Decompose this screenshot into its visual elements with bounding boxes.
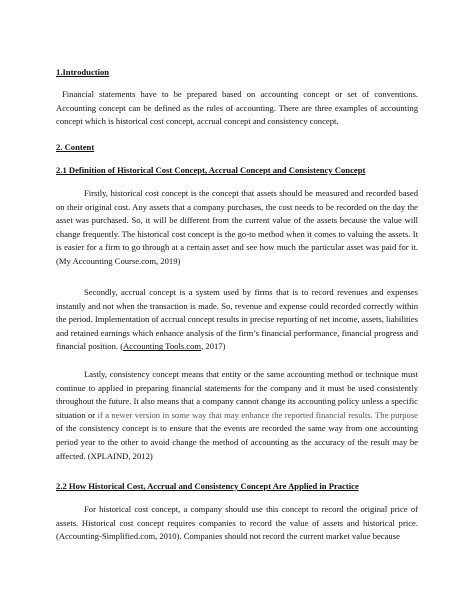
intro-paragraph: Financial statements have to be prepared based on accounting concept or set of conventions. Accounting concept can be defined as the rules of accounting. There are three examples of accounting concept which is historical cost concept, accrual concept and consistency concept. xyxy=(56,89,418,127)
consistency-text-faint: if a newer version in some way that may enhance the reported financial results. The purpose xyxy=(97,409,419,420)
heading-section-2-1: 2.1 Definition of Historical Cost Concept, Accrual Concept and Consistency Concept xyxy=(56,165,366,175)
paragraph-accrual-concept xyxy=(56,286,418,354)
heading-section-2-2: 2.2 How Historical Cost, Accrual and Consistency Concept Are Applied in Practice xyxy=(56,481,359,491)
paragraph-historical-cost: Firstly, historical cost concept is the concept that assets should be measured and recorded based on their original cost. Any assets that a company purchases, the cost needs to be recorded on the day the asset was purchased. So, it will be different from the current value of the assets because the value will change frequently. The historical cost concept is the go-to method when it comes to valuing the assets. It is easier for a firm to go through at a certain asset and see how much the particular asset was paid for it. (My Accounting Course.com, 2019) xyxy=(56,188,418,266)
paragraph-applied-in-practice: For historical cost concept, a company should use this concept to record the original price of assets. Historical cost concept requires companies to record the value of assets and historical price. (Accounting-Simplified.com, 2010). Companies should not record the current market value because xyxy=(56,504,418,542)
accrual-text: Secondly, accrual concept is a system used by firms that is to record revenues and expenses instantly and not when the transaction is made. So, revenue and expense could recorded correctly within the period. Implementation of accrual concept results in precise reporting of net income, assets, liabilities and retained earnings which enhance analysis of the firm’s financial performance, financial progress and financial position. ( xyxy=(56,287,419,352)
citation-link[interactable]: Accounting Tools.com xyxy=(123,341,202,352)
heading-introduction: 1.Introduction xyxy=(56,67,110,77)
consistency-text-end: of the consistency concept is to ensure that the events are recorded the same way from one accounting period year to the other to avoid change the method of accounting as the accuracy of the result may be affected. (XPLAIND, 2012) xyxy=(56,423,418,461)
paragraph-consistency-concept xyxy=(56,368,418,463)
consistency-text-start: Lastly, consistency concept means that entity or the same accounting method or technique must continue to applied in preparing financial statements for the company and it must be used consistently throughout the future. It also means that a company cannot change its accounting policy unless a specific situation or xyxy=(56,369,418,420)
accrual-text-end: , 2017) xyxy=(201,341,226,352)
heading-content: 2. Content xyxy=(56,142,95,152)
